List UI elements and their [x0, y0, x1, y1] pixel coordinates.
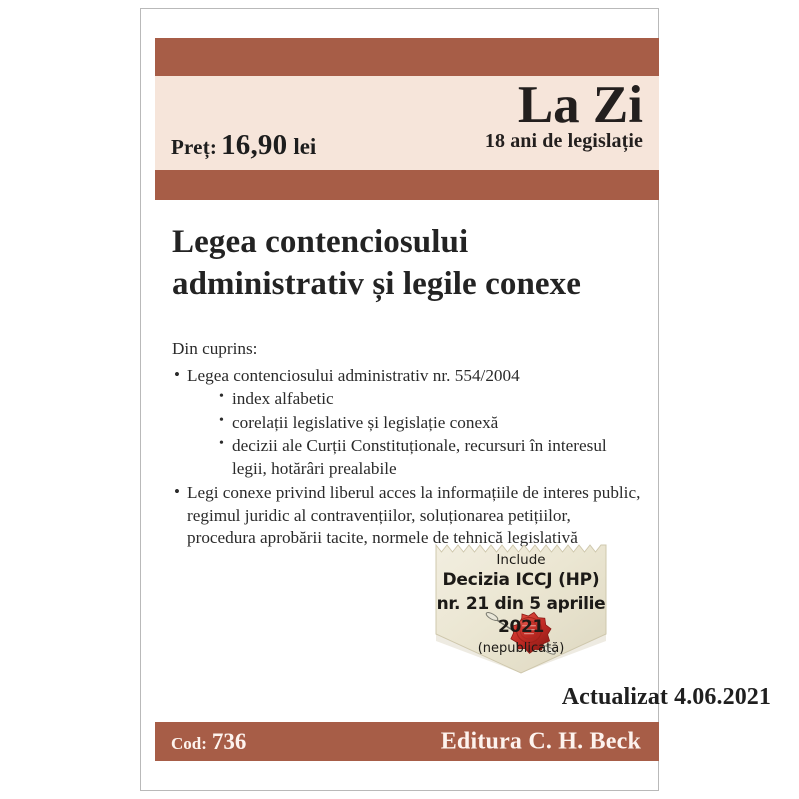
- badge-text-block: [434, 551, 608, 658]
- list-item-label: Legea contenciosului administrativ nr. 554/2004: [187, 365, 520, 385]
- updated-date: Actualizat 4.06.2021: [561, 684, 771, 710]
- bullet-icon: •: [174, 482, 180, 502]
- price-line: [171, 129, 316, 162]
- list-item-label: decizii ale Curții Constituționale, recursuri în interesul legii, hotărâri prealabile: [232, 436, 607, 478]
- list-item: [172, 482, 642, 550]
- book-title-line-1: Legea contenciosului: [172, 224, 469, 260]
- list-item-label: Legi conexe privind liberul acces la informațiile de interes public, regimul juridic al contravențiilor, soluționarea petițiilor, procedura aprobării tacite, normele de tehnică legislativă: [187, 483, 641, 548]
- cover-footer: [155, 722, 659, 761]
- list-item-label: index alfabetic: [232, 389, 334, 409]
- brand-block: [485, 78, 643, 152]
- product-code-label: Cod:: [171, 733, 207, 753]
- price-label: Preț:: [171, 135, 218, 159]
- header-bottom-bar: [155, 170, 659, 200]
- contents-heading: Din cuprins:: [172, 339, 258, 358]
- header-cream-band: [155, 76, 659, 170]
- header-top-bar: [155, 38, 659, 76]
- product-code-value: 736: [211, 728, 247, 754]
- badge-include-label: Include: [496, 552, 546, 568]
- list-item: [172, 388, 642, 411]
- contents-section: [172, 338, 642, 550]
- publisher-name: Editura C. H. Beck: [440, 728, 641, 754]
- bullet-icon: •: [219, 436, 224, 452]
- brand-subtitle: 18 ani de legislație: [484, 130, 643, 153]
- list-item: [172, 365, 642, 388]
- bullet-icon: •: [219, 389, 224, 405]
- book-title-line-2: administrativ și legile conexe: [172, 265, 582, 302]
- page-title: [172, 222, 646, 305]
- price-currency: lei: [293, 134, 317, 159]
- bullet-icon: •: [174, 364, 180, 384]
- bullet-icon: •: [219, 412, 224, 428]
- status-badge: [434, 542, 608, 676]
- list-item-label: corelații legislative și legislație conexă: [232, 412, 499, 432]
- cover-header: [155, 38, 659, 200]
- badge-decision-line-1: Decizia ICCJ (HP): [442, 570, 600, 591]
- price-amount: 16,90: [221, 129, 288, 161]
- badge-note: (nepublicată): [477, 640, 565, 656]
- product-code: [171, 729, 246, 755]
- list-item: [172, 435, 642, 480]
- badge-decision-line-2: nr. 21 din 5 aprilie 2021: [436, 593, 606, 638]
- list-item: [172, 412, 642, 435]
- brand-title: La Zi: [517, 76, 643, 134]
